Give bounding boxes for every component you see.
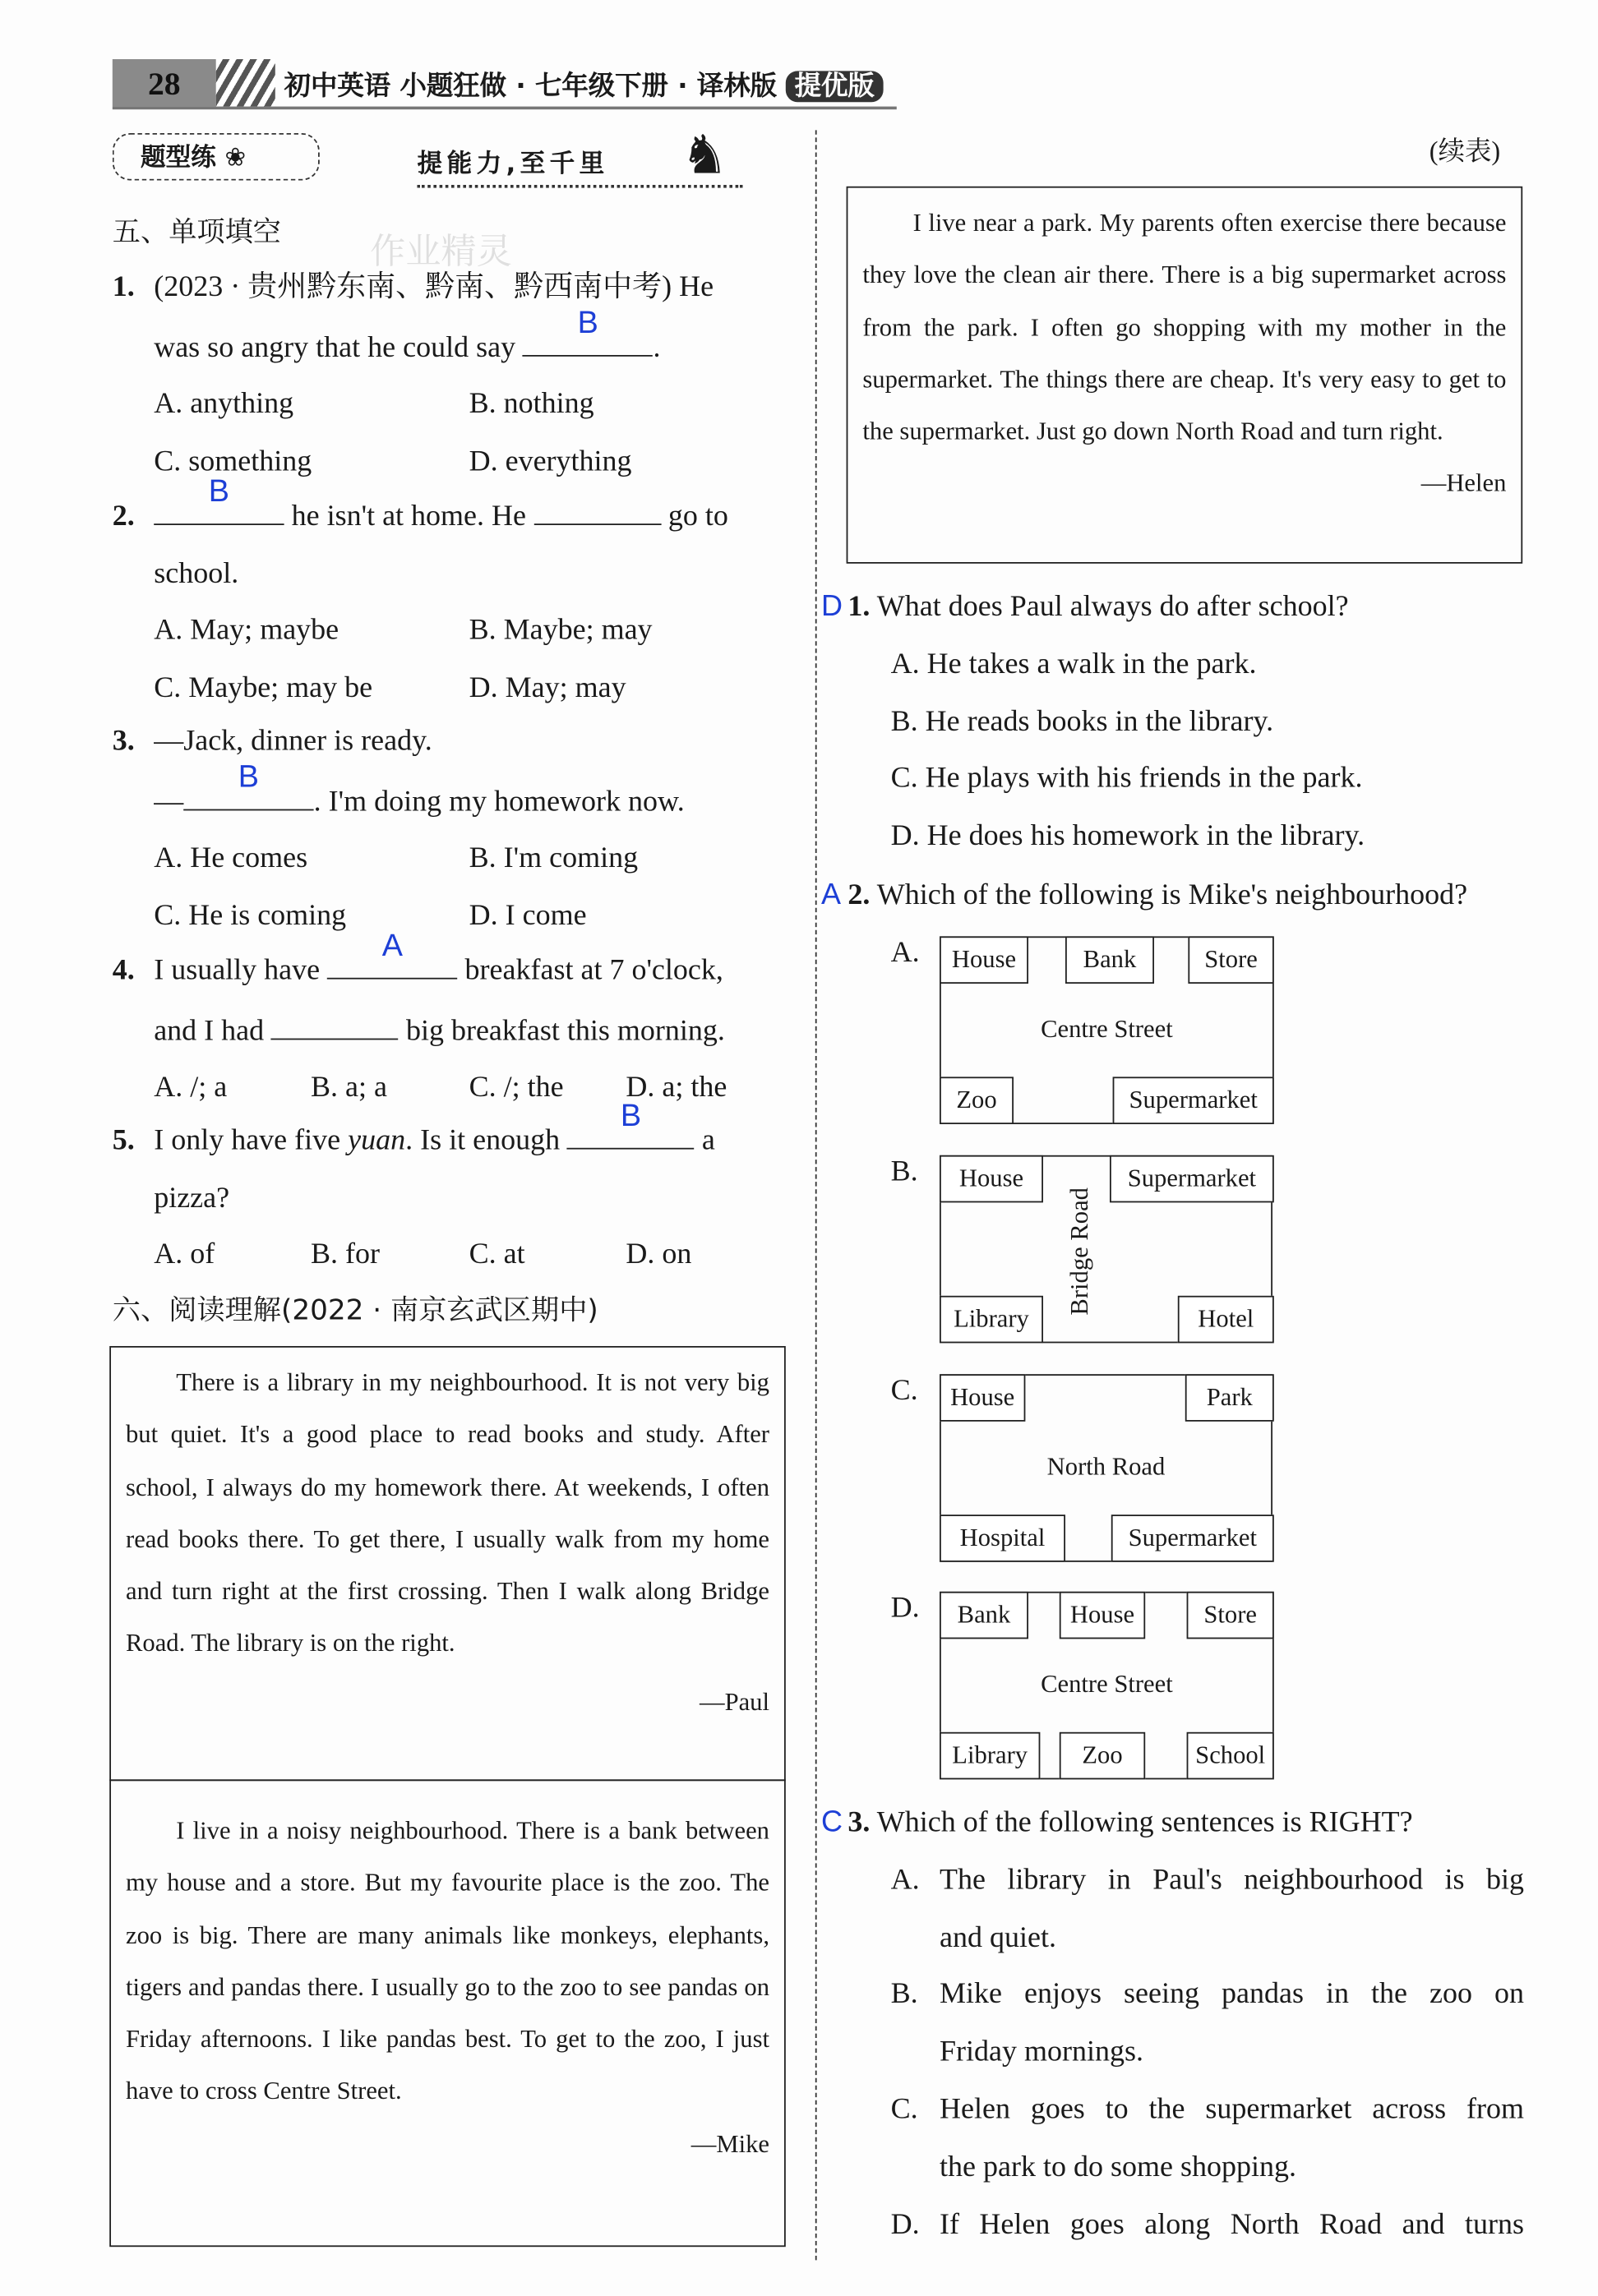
q-text: Which of the following is Mike's neighbourhood? [876, 878, 1468, 911]
answer-blank[interactable] [154, 474, 284, 525]
passage-author: —Paul [699, 1687, 769, 1716]
page-number: 28 [113, 59, 216, 107]
question-3 [113, 713, 787, 945]
banner-label: 题型练 [141, 143, 216, 173]
q-num: 1. [847, 590, 871, 623]
q-text: and I had [154, 1014, 265, 1047]
map-option-c[interactable] [940, 1374, 1272, 1562]
option: C. at [469, 1238, 525, 1271]
map-cell: Park [1185, 1374, 1274, 1422]
option: B. nothing [469, 388, 594, 421]
q-text: was so angry that he could say [154, 330, 516, 364]
slogan: 提能力,至千里 [418, 142, 743, 188]
header-stripes [216, 59, 275, 107]
handwritten-answer: B [208, 474, 229, 509]
option: D. He does his homework in the library. [890, 819, 1365, 853]
option: D. a; the [626, 1071, 727, 1104]
lotus-icon: ❀ [224, 143, 247, 173]
q-text: — [154, 785, 184, 818]
reading-question-3 [821, 1794, 1524, 2253]
q-text: big breakfast this morning. [405, 1014, 725, 1047]
passage-paul [109, 1346, 786, 1781]
section-6-title: 六、阅读理解(2022 · 南京玄武区期中) [112, 1294, 598, 1327]
road-label: North Road [1046, 1452, 1166, 1481]
passage-author: —Mike [690, 2129, 769, 2158]
option: B. a; a [311, 1071, 387, 1104]
option-letter: A. [890, 1863, 920, 1897]
section-5-title: 五、单项填空 [112, 215, 282, 249]
map-cell: Store [1187, 1592, 1274, 1639]
option: B. I'm coming [469, 841, 639, 875]
option [821, 1966, 1524, 2024]
q-text-italic: yuan [348, 1124, 406, 1157]
option-text: Helen goes to the supermarket across from [940, 2092, 1524, 2126]
header-rule [113, 107, 897, 110]
practice-banner [113, 133, 320, 181]
option [821, 2196, 1524, 2253]
answer-blank[interactable] [327, 929, 457, 980]
map-cell: House [1060, 1592, 1145, 1639]
option-text: the park to do some shopping. [940, 2150, 1296, 2183]
map-option-letter: C. [890, 1374, 918, 1407]
reading-question-2 [821, 867, 1524, 924]
map-option-letter: D. [890, 1591, 920, 1625]
answer-blank[interactable] [183, 759, 313, 810]
map-cell: House [940, 1155, 1043, 1203]
q-text: pizza? [154, 1181, 230, 1215]
map-cell: Hospital [940, 1515, 1065, 1562]
passage-helen [847, 187, 1523, 564]
passage-text: There is a library in my neighbourhood. It is not very big but quiet. It's a good place to read books and study. After school, I always do my homework there. At weekends, I often read books there. To get there, I usually walk from my home and turn right at the first crossing. Then I walk along Bridge Road. The library is on the right. [126, 1368, 769, 1657]
book-title [284, 65, 884, 104]
map-cell: Store [1188, 936, 1273, 984]
answer-blank[interactable] [567, 1099, 695, 1150]
map-cell: School [1187, 1732, 1274, 1780]
handwritten-answer: B [238, 759, 259, 795]
q-text: (2023 · 贵州黔东南、黔南、黔西南中考) He [154, 270, 714, 303]
map-cell: Supermarket [1110, 1155, 1274, 1203]
option: C. Maybe; may be [154, 671, 373, 704]
map-option-a[interactable] [940, 936, 1274, 1124]
option: D. I come [469, 899, 587, 933]
reading-question-1 [821, 579, 1524, 865]
map-cell: House [940, 1374, 1025, 1422]
q-text: I usually have [154, 954, 321, 987]
answer-blank[interactable] [271, 999, 399, 1040]
q-text: a [701, 1124, 715, 1157]
option: A. of [154, 1238, 215, 1271]
option: A. May; maybe [154, 614, 339, 648]
option-letter: B. [890, 1978, 918, 2011]
map-cell: Bank [940, 1592, 1028, 1639]
option: D. May; may [469, 671, 626, 704]
q-num: 3. [847, 1805, 871, 1839]
map-cell: House [940, 936, 1028, 984]
option-text: and quiet. [940, 1920, 1056, 1954]
map-cell: Library [940, 1732, 1040, 1780]
option: C. /; the [469, 1071, 564, 1104]
q-text: Which of the following sentences is RIGHT? [876, 1805, 1413, 1839]
option: A. /; a [154, 1071, 228, 1104]
q-num: 5. [112, 1124, 135, 1157]
q-text: go to [667, 500, 728, 533]
road-label: Bridge Road [1065, 1187, 1094, 1316]
edition-badge: 提优版 [786, 71, 884, 102]
handwritten-answer: C [821, 1805, 843, 1839]
option-letter: C. [890, 2092, 918, 2126]
option-text: The library in Paul's neighbourhood is big [940, 1863, 1524, 1897]
column-divider [815, 130, 817, 2260]
map-option-letter: A. [890, 936, 920, 969]
q-text: . [653, 330, 661, 364]
road-label: Centre Street [1041, 1670, 1173, 1699]
map-cell: Library [940, 1296, 1043, 1344]
handwritten-answer: A [821, 878, 842, 911]
q-text: . I'm doing my homework now. [313, 785, 685, 818]
passage-text: I live in a noisy neighbourhood. There is a bank between my house and a store. But my favourite place is the zoo. The zoo is big. There are many animals like monkeys, elephants, tigers and pandas there. I usually go to the zoo to see pandas on Friday afternoons. I like pandas best. To get to the zoo, I just have to cross Centre Street. [126, 1816, 769, 2106]
option: A. He takes a walk in the park. [890, 648, 1257, 680]
option-text: If Helen goes along North Road and turns [940, 2207, 1524, 2241]
option: C. He is coming [154, 899, 347, 933]
book-title-text: 初中英语 小题狂做 · 七年级下册 · 译林版 [284, 71, 778, 103]
option [821, 1851, 1524, 1909]
passage-text: I live near a park. My parents often exercise there because they love the clean air there. There is a big supermarket across from the park. I often go shopping with my mother in the supermarket. The things there are cheap. It's very easy to get to the supermarket. Just go down North Road and turn right. [862, 208, 1507, 446]
passage-author: —Helen [1420, 469, 1507, 498]
option: A. anything [154, 388, 294, 421]
map-cell: Bank [1065, 936, 1154, 984]
option: B. Maybe; may [469, 614, 653, 648]
handwritten-answer: B [577, 306, 598, 340]
q-text: breakfast at 7 o'clock, [464, 954, 723, 987]
option: D. everything [469, 445, 632, 478]
q-num: 2. [847, 878, 871, 911]
question-2 [112, 474, 787, 717]
q-text: I only have five [154, 1124, 349, 1157]
q-num: 1. [112, 270, 135, 303]
q-text: . Is it enough [405, 1124, 561, 1157]
continued-label: (续表) [1429, 136, 1501, 166]
option: C. something [154, 445, 312, 478]
q-num: 4. [112, 954, 135, 987]
map-option-b[interactable] [940, 1155, 1272, 1344]
map-option-letter: B. [890, 1155, 918, 1188]
option-text: Mike enjoys seeing pandas in the zoo on [940, 1978, 1524, 2011]
road-label: Centre Street [1041, 1014, 1173, 1043]
q-text: What does Paul always do after school? [876, 590, 1349, 623]
option: A. He comes [154, 841, 308, 875]
option: B. for [311, 1238, 381, 1271]
answer-blank[interactable] [533, 485, 661, 525]
q-num: 2. [112, 500, 135, 533]
option-letter: D. [890, 2207, 920, 2241]
map-cell: Zoo [940, 1077, 1014, 1124]
handwritten-answer: A [381, 929, 403, 963]
map-cell: Supermarket [1111, 1515, 1274, 1562]
map-cell: Hotel [1178, 1296, 1274, 1344]
passage-mike [109, 1779, 786, 2247]
horse-icon: ♞ [681, 126, 729, 185]
answer-blank[interactable] [523, 306, 653, 357]
map-cell: Zoo [1060, 1732, 1145, 1780]
question-1 [113, 259, 787, 491]
watermark: 作业精灵 [370, 230, 512, 273]
map-option-d[interactable] [940, 1592, 1274, 1780]
option: C. He plays with his friends in the park. [890, 762, 1363, 795]
q-text: school. [154, 557, 239, 590]
handwritten-answer: D [821, 590, 843, 623]
option-text: Friday mornings. [940, 2036, 1144, 2068]
question-5 [112, 1099, 787, 1284]
option [821, 2082, 1524, 2139]
option: D. on [626, 1238, 692, 1271]
option: B. He reads books in the library. [890, 704, 1274, 738]
q-text: he isn't at home. He [291, 500, 527, 533]
handwritten-answer: B [620, 1099, 642, 1133]
q-num: 3. [112, 725, 135, 758]
map-cell: Supermarket [1113, 1077, 1274, 1124]
q-text: —Jack, dinner is ready. [154, 725, 432, 758]
